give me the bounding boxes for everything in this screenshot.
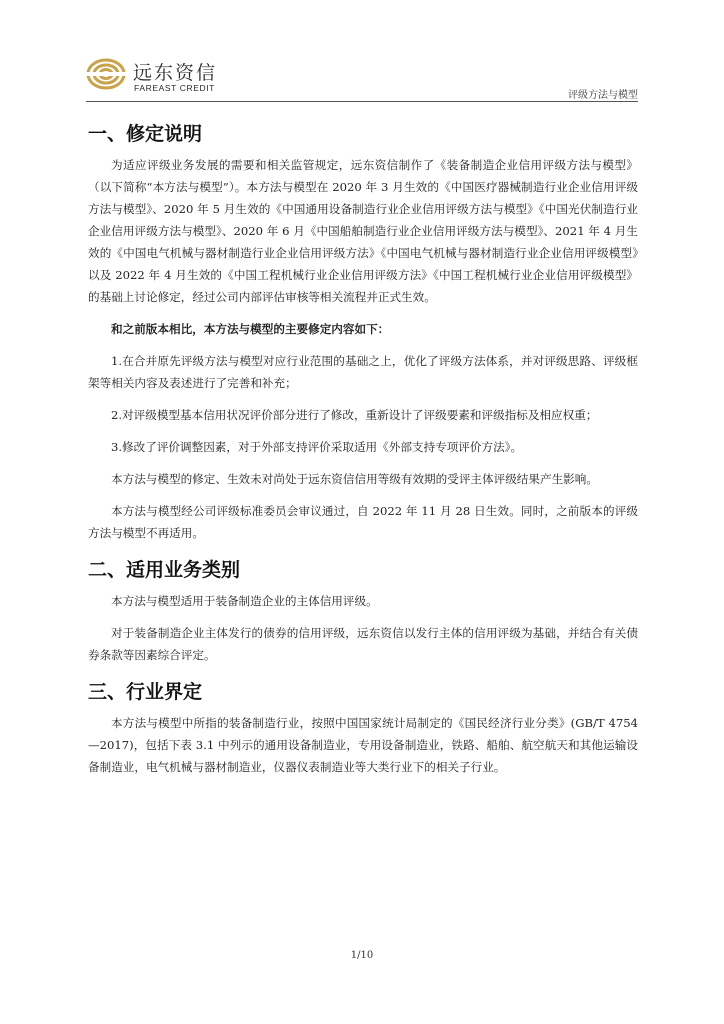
- section-title-scope: 二、适用业务类别: [88, 559, 241, 581]
- scope-paragraph-2: 对于装备制造企业主体发行的债券的信用评级，远东资信以发行主体的信用评级为基础，并结合有关债券条款等因素综合评定。: [88, 626, 638, 662]
- revision-item-2: 2.对评级模型基本信用状况评价部分进行了修改，重新设计了评级要素和评级指标及相应权重；: [111, 408, 598, 422]
- fareast-logo-icon: [86, 56, 126, 92]
- header-divider: [86, 101, 638, 102]
- document-body: [88, 118, 638, 778]
- document-title: 评级方法与模型: [568, 90, 638, 101]
- revision-note-1: 本方法与模型的修定、生效未对尚处于远东资信信用等级有效期的受评主体评级结果产生影响。: [111, 472, 598, 486]
- page-number: 1/10: [350, 950, 374, 961]
- revision-lead-paragraph: 和之前版本相比，本方法与模型的主要修定内容如下：: [111, 322, 390, 336]
- brand-name-cn: 远东资信: [133, 62, 218, 84]
- revision-item-3: 3.修改了评价调整因素，对于外部支持评价采取适用《外部支持专项评价方法》。: [111, 440, 523, 454]
- brand-name-en: FAREAST CREDIT: [134, 83, 215, 93]
- scope-paragraph-1: 本方法与模型适用于装备制造企业的主体信用评级。: [111, 594, 378, 608]
- page-header: [86, 56, 638, 104]
- industry-paragraph: 本方法与模型中所指的装备制造行业，按照中国国家统计局制定的《国民经济行业分类》(GB/T 4754—2017)，包括下表 3.1 中列示的通用设备制造业，专用设备制造业，铁路、船舶、航空航天和其他运输设备制造业，电气机械与器材制造业，仪器仪表制造业等大类行业下的相关子行业。: [88, 716, 638, 774]
- revision-item-1: 1.在合并原先评级方法与模型对应行业范围的基础之上，优化了评级方法体系，并对评级思路、评级框架等相关内容及表述进行了完善和补充；: [88, 354, 638, 390]
- revision-note-2: 本方法与模型经公司评级标准委员会审议通过，自 2022 年 11 月 28 日生效。同时，之前版本的评级方法与模型不再适用。: [88, 504, 638, 540]
- section-title-industry: 三、行业界定: [88, 681, 203, 703]
- revision-intro-paragraph: 为适应评级业务发展的需要和相关监管规定，远东资信制作了《装备制造企业信用评级方法与模型》（以下简称“本方法与模型”）。本方法与模型在 2020 年 3 月生效的《中国医疗器械制造行业企业信用评级方法与模型》、2020 年 5 月生效的《中国通用设备制造行业企业信用评级方法与模型》《中国光伏制造行业企业信用评级方法与模型》、2020 年 6 月《中国船舶制造行业企业信用评级方法与模型》、2021 年 4 月生效的《中国电气机械与器材制造行业企业信用评级方法》《中国电气机械与器材制造行业企业信用评级模型》以及 2022 年 4 月生效的《中国工程机械行业企业信用评级方法》《中国工程机械行业企业信用评级模型》的基础上讨论修定，经过公司内部评估审核等相关流程并正式生效。: [88, 158, 638, 304]
- section-title-revision: 一、修定说明: [88, 123, 203, 145]
